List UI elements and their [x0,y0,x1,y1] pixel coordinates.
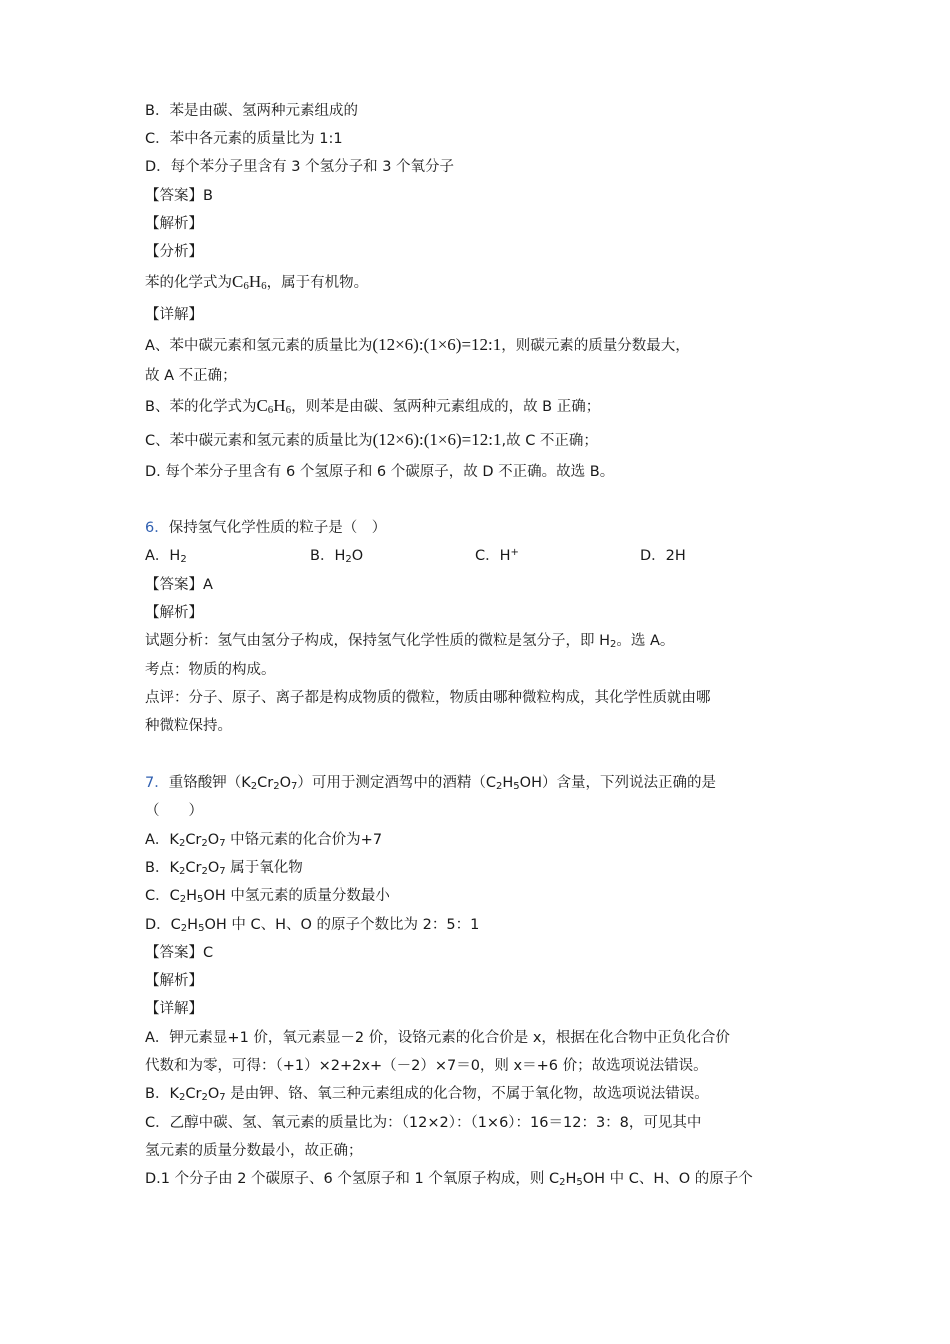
fenxi-text: 苯的化学式为$C_6H_6$，属于有机物。 [145,272,369,292]
question-number: 7． [145,775,169,791]
question-7-stem-line2: （ ） [145,803,203,819]
q6-kaodian: 考点：物质的构成。 [145,662,276,678]
fenxi-label: 【分析】 [145,244,203,260]
q6-option-b: B．$H_2O$ [310,548,364,565]
q7-option-b: B．$K_2Cr_2O_7$ 属于氧化物 [145,860,303,877]
q7-option-d: D．$C_2H_5OH$ 中 C、H、O 的原子个数比为 2：5：1 [145,917,480,934]
q6-option-c: C．H+ [475,547,519,564]
q6-jiexi: 【解析】 [145,605,203,621]
q7-option-a: A．$K_2Cr_2O_7$ 中铬元素的化合价为+7 [145,832,383,849]
detail-a-line2: 故 A 不正确； [145,368,237,384]
q6-dianping-line2: 种微粒保持。 [145,718,232,734]
question-7-stem-line1: 7．重铬酸钾$(K_2Cr_2O_7)$可用于测定酒驾中的酒精$(C_2H_5OH)$含量，下列说法正确的是 [145,775,716,792]
detail-d: D. 每个苯分子里含有 6 个氢原子和 6 个碳原子，故 D 不正确。故选 B。 [145,464,615,480]
question-6-stem: 6．保持氢气化学性质的粒子是（ ） [145,520,387,536]
q7-detail-c-line2: 氢元素的质量分数最小，故正确； [145,1143,363,1159]
option-c: C．苯中各元素的质量比为 1:1 [145,131,343,147]
option-d: D．每个苯分子里含有 3 个氢分子和 3 个氧分子 [145,159,455,175]
q6-answer: 【答案】A [145,577,213,593]
detail-a-line1: A、苯中碳元素和氢元素的质量比为(12×6):(1×6)=12:1，则碳元素的质量分数最大， [145,335,690,354]
q7-jiexi: 【解析】 [145,973,203,989]
q6-option-a: A．$H_2$ [145,548,187,565]
detail-c: C、苯中碳元素和氢元素的质量比为(12×6):(1×6)=12:1,故 C 不正确； [145,430,598,449]
q6-option-d: D．2H [640,548,686,564]
option-b: B．苯是由碳、氢两种元素组成的 [145,103,358,119]
q7-option-c: C．$C_2H_5OH$ 中氢元素的质量分数最小 [145,888,390,905]
xiangjie-label: 【详解】 [145,307,203,323]
q7-answer: 【答案】C [145,945,214,961]
answer-label: 【答案】B [145,188,213,204]
q6-analysis: 试题分析：氢气由氢分子构成，保持氢气化学性质的微粒是氢分子，即 $H_2$。选 A。 [145,633,675,650]
q7-detail-a-line1: A．钾元素显+1 价，氧元素显－2 价，设铬元素的化合价是 x，根据在化合物中正负化合价 [145,1030,730,1046]
detail-b: B、苯的化学式为$C_6H_6$，则苯是由碳、氢两种元素组成的，故 B 正确； [145,396,601,416]
q7-detail-b: B．$K_2Cr_2O_7$ 是由钾、铬、氧三种元素组成的化合物，不属于氧化物，故选项说法错误。 [145,1086,709,1103]
q7-detail-a-line2: 代数和为零，可得：（+1）×2+2x+（－2）×7＝0，则 x＝+6 价；故选项说法错误。 [145,1058,708,1074]
q7-detail-d: D.1 个分子由 2 个碳原子、6 个氢原子和 1 个氧原子构成，则 $C_2H_5OH$ 中 C、H、O 的原子个 [145,1171,753,1188]
q7-detail-c-line1: C．乙醇中碳、氢、氧元素的质量比为：（12×2）：（1×6）：16＝12：3：8，可见其中 [145,1115,702,1131]
q6-dianping-line1: 点评：分子、原子、离子都是构成物质的微粒，物质由哪种微粒构成，其化学性质就由哪 [145,690,711,706]
jiexi-label: 【解析】 [145,216,203,232]
question-number: 6． [145,520,169,536]
q7-xiangjie: 【详解】 [145,1001,203,1017]
